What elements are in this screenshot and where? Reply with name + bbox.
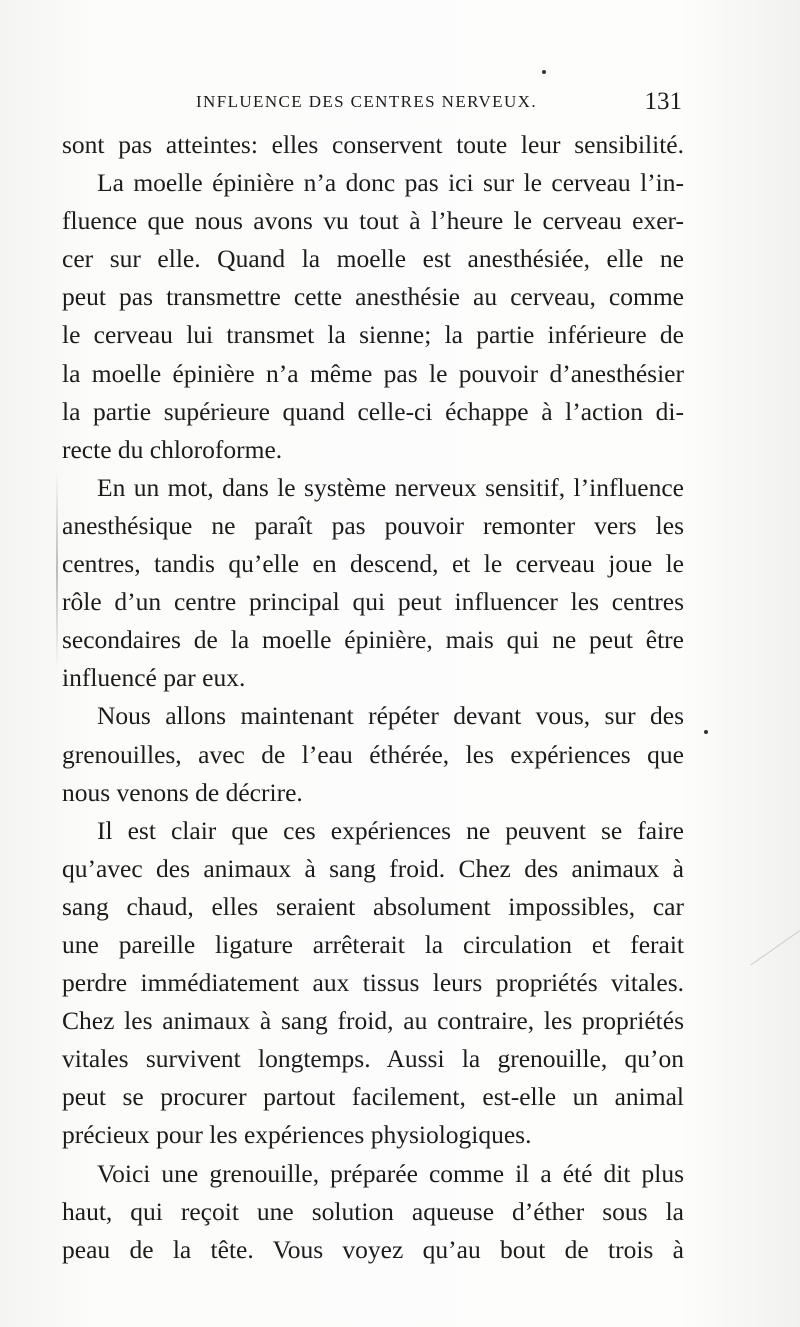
ink-speck <box>704 730 708 734</box>
page-number: 131 <box>644 88 682 115</box>
text-line: la moelle épinière n’a même pas le pouvoir d’anesthésier <box>62 358 684 388</box>
text-line: perdre immédiatement aux tissus leurs propriétés vitales. <box>62 968 684 998</box>
text-line: influencé par eux. <box>62 663 246 693</box>
text-line: une pareille ligature arrêterait la circulation et ferait <box>62 929 684 959</box>
text-line: nous venons de décrire. <box>62 777 303 807</box>
margin-mark <box>56 470 58 670</box>
text-line: le cerveau lui transmet la sienne; la partie inférieure de <box>62 320 684 350</box>
text-line: fluence que nous avons vu tout à l’heure le cerveau exer- <box>62 206 684 236</box>
text-line: anesthésique ne paraît pas pouvoir remonter vers les <box>62 510 684 540</box>
text-line: qu’avec des animaux à sang froid. Chez des animaux à <box>62 853 684 883</box>
text-line: Nous allons maintenant répéter devant vous, sur des <box>97 701 684 731</box>
ink-speck <box>542 70 546 74</box>
text-line: Chez les animaux à sang froid, au contraire, les propriétés <box>62 1006 684 1036</box>
text-line: haut, qui reçoit une solution aqueuse d’éther sous la <box>62 1196 684 1226</box>
text-line: Voici une grenouille, préparée comme il a été dit plus <box>97 1158 684 1188</box>
text-line: sont pas atteintes: elles conservent toute leur sensibilité. <box>62 130 684 159</box>
text-line: rôle d’un centre principal qui peut influencer les centres <box>62 587 684 617</box>
page-header <box>196 88 682 118</box>
text-line: En un mot, dans le système nerveux sensitif, l’influence <box>97 472 684 502</box>
text-line: La moelle épinière n’a donc pas ici sur le cerveau l’in- <box>97 168 684 198</box>
page-edge-mark <box>751 930 800 965</box>
text-line: peut se procurer partout facilement, est-elle un animal <box>62 1082 684 1112</box>
text-line: sang chaud, elles seraient absolument impossibles, car <box>62 891 684 921</box>
text-line: secondaires de la moelle épinière, mais qui ne peut être <box>62 625 684 655</box>
text-line: précieux pour les expériences physiologiques. <box>62 1120 532 1150</box>
text-line: peut pas transmettre cette anesthésie au cerveau, comme <box>62 282 684 312</box>
text-line: recte du chloroforme. <box>62 434 283 464</box>
text-line: la partie supérieure quand celle-ci échappe à l’action di- <box>62 396 684 426</box>
running-title: INFLUENCE DES CENTRES NERVEUX. <box>196 92 537 111</box>
text-line: Il est clair que ces expériences ne peuvent se faire <box>97 815 684 845</box>
text-line: centres, tandis qu’elle en descend, et le cerveau joue le <box>62 549 684 579</box>
text-line: vitales survivent longtemps. Aussi la grenouille, qu’on <box>62 1044 684 1074</box>
body-text <box>62 126 684 1269</box>
text-line: grenouilles, avec de l’eau éthérée, les expériences que <box>62 739 684 769</box>
text-line: cer sur elle. Quand la moelle est anesthésiée, elle ne <box>62 244 684 274</box>
text-line: peau de la tête. Vous voyez qu’au bout de trois à <box>62 1234 684 1264</box>
